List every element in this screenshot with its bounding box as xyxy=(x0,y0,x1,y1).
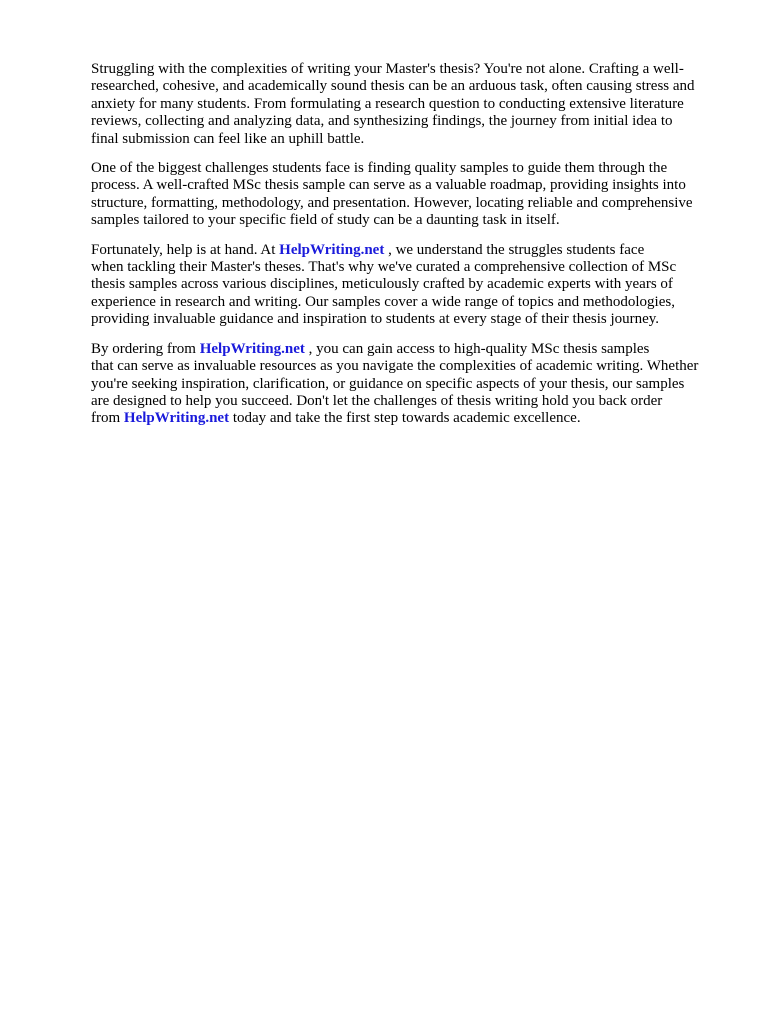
helpwriting-link[interactable]: HelpWriting.net xyxy=(123,410,230,427)
helpwriting-link[interactable]: HelpWriting.net xyxy=(279,241,385,258)
paragraph-challenges xyxy=(91,160,721,230)
document-body xyxy=(91,61,721,440)
paragraph-text: Struggling with the complexities of writing your Master's thesis? You're not alone. Crafting a well- researched, cohesive, and academically sound thesis can be an arduous task, often causing stress and anxiety for many students. From formulating a research question to conducting extensive literature reviews, collecting and analyzing data, and synthesizing findings, the journey from initial idea to final submission can feel like an uphill battle. xyxy=(91,61,695,147)
paragraph-text: Fortunately, help is at hand. At xyxy=(91,241,280,258)
paragraph-text: , we understand the struggles students face when tackling their Master's theses. That's why we've curated a comprehensive collection of MSc thesis samples across various disciplines, meticulously crafted by academic experts with years of experience in research and writing. Our samples cover a wide range of topics and methodologies, providing invaluable guidance and inspiration to students at every stage of their thesis journey. xyxy=(91,241,677,328)
paragraph-text: One of the biggest challenges students face is finding quality samples to guide them through the process. A well-crafted MSc thesis sample can serve as a valuable roadmap, providing insights into structure, formatting, methodology, and presentation. However, locating reliable and comprehensive samples tailored to your specific field of study can be a daunting task in itself. xyxy=(91,160,693,229)
paragraph-help xyxy=(91,242,721,329)
paragraph-text: today and take the first step towards academic excellence. xyxy=(229,410,581,427)
helpwriting-link[interactable]: HelpWriting.net xyxy=(199,340,305,357)
paragraph-ordering xyxy=(91,341,721,428)
paragraph-intro xyxy=(91,61,721,148)
paragraph-text: By ordering from xyxy=(91,340,200,357)
paragraph-text: , you can gain access to high-quality MSc thesis samples that can serve as invaluable resources as you navigate the complexities of academic writing. Whether you're seeking inspiration, clarification, or guidance on specific aspects of your thesis, our samples are designed to help you succeed. Don't let the challenges of thesis writing hold you back order from xyxy=(91,340,699,427)
